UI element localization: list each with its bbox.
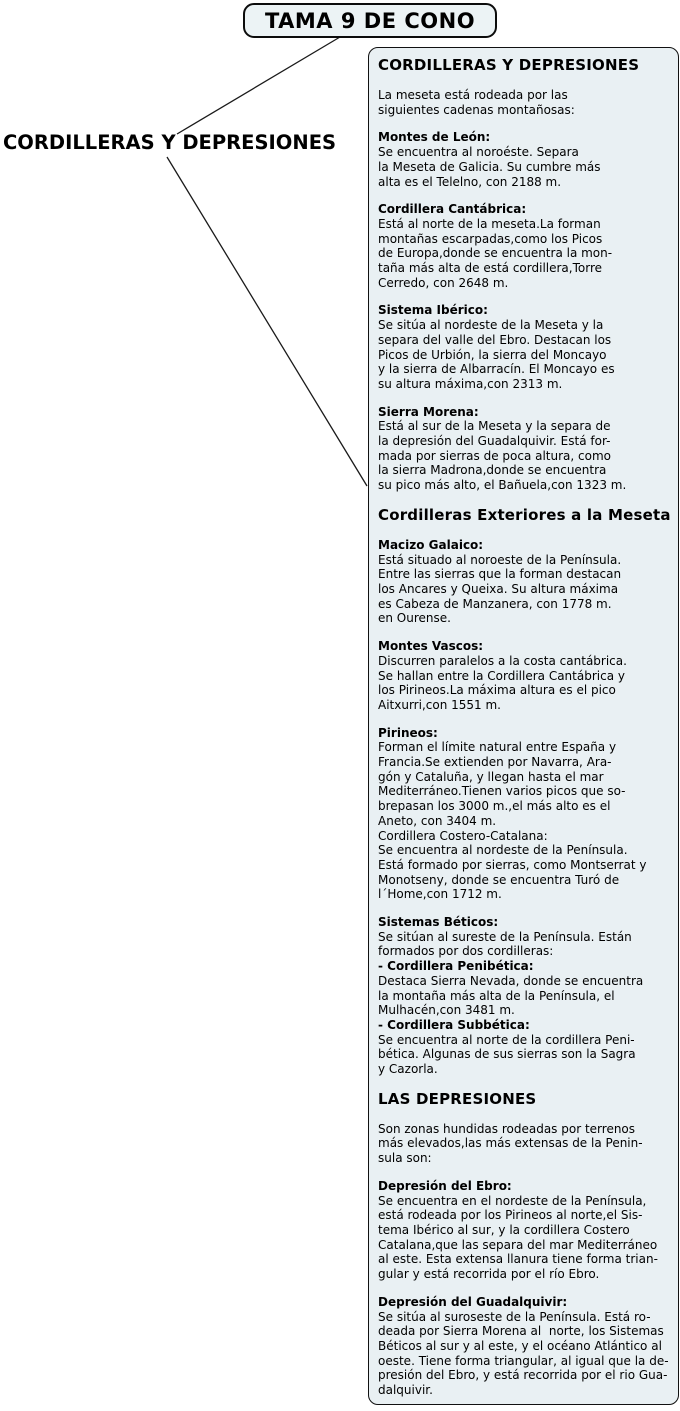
entry-title-line: Depresión del Ebro: [378,1178,512,1193]
detail-box-content [378,56,673,1398]
text-line: la sierra Madrona,donde se encuentra [378,463,607,478]
text-line: deada por Sierra Morena al norte, los Sistemas [378,1324,664,1339]
paragraph [378,88,673,117]
entry-title-line: Sierra Morena: [378,404,479,419]
text-line: Se sitúa al nordeste de la Meseta y la [378,318,604,333]
text-line: bética. Algunas de sus sierras son la Sagra [378,1047,636,1062]
text-line: Son zonas hundidas rodeadas por terrenos [378,1121,636,1136]
text-line: Monotseny, donde se encuentra Turó de [378,872,620,887]
text-line: formados por dos cordilleras: [378,944,554,959]
text-line: Se encuentra al noroéste. Separa [378,145,579,160]
entry-title-line: Depresión del Guadalquivir: [378,1294,568,1309]
text-line: su pico más alto, el Bañuela,con 1323 m. [378,478,627,493]
title-node-label: TAMA 9 DE CONO [264,8,476,33]
text-line: Entre las sierras que la forman destacan [378,567,622,582]
text-line: tema Ibérico al sur, y la cordillera Costero [378,1223,630,1237]
text-line: alta es el Telelno, con 2188 m. [378,174,562,189]
text-line: Está al sur de la Meseta y la separa de [378,419,611,434]
text-line: Está formado por sierras, como Montserrat y [378,857,647,872]
text-line: la Meseta de Galicia. Su cumbre más [378,159,601,174]
paragraph [378,303,673,391]
text-line: Está situado al noroeste de la Península. [378,552,622,567]
text-line: Cerredo, con 2648 m. [378,275,509,290]
paragraph [378,1179,673,1282]
entry-title-line: - Cordillera Penibética: [378,959,534,974]
entry-title-line: CORDILLERAS Y DEPRESIONES [378,56,640,74]
paragraph [378,1295,673,1398]
text-line: oeste. Tiene forma triangular, al igual que la de- [378,1353,669,1368]
text-line: Destaca Sierra Nevada, donde se encuentra [378,973,644,988]
text-line: Se encuentra al nordeste de la Península. [378,843,628,858]
entry-title-line: Sistema Ibérico: [378,303,488,318]
text-line: Se hallan entre la Cordillera Cantábrica y [378,668,625,683]
text-line: más elevados,las más extensas de la Penin- [378,1136,643,1151]
entry-title-line: Montes Vascos: [378,639,484,654]
entry-title-line: LAS DEPRESIONES [378,1089,537,1108]
paragraph [378,1122,673,1166]
text-line: Aitxurri,con 1551 m. [378,697,501,712]
text-line: es Cabeza de Manzanera, con 1778 m. [378,596,612,611]
text-line: y Cazorla. [378,1062,438,1077]
paragraph [378,538,673,626]
detail-box[interactable] [368,47,679,1405]
text-line: separa del valle del Ebro. Destacan los [378,332,612,347]
entry-title-line: Cordillera Cantábrica: [378,202,527,217]
text-line: Se encuentra en el nordeste de la Península, [378,1193,647,1208]
connector-line-2 [167,157,367,486]
text-line: los Pirineos.La máxima altura es el pico [378,683,616,698]
text-line: Se sitúa al suroseste de la Península. Está ro- [378,1309,651,1324]
text-line: su altura máxima,con 2313 m. [378,376,563,391]
text-line: brepasan los 3000 m.,el más alto es el [378,799,611,814]
entry-title-line: Cordilleras Exteriores a la Meseta [378,505,671,524]
text-line: Cordillera Costero-Catalana: [378,828,548,843]
paragraph [378,202,673,290]
concept-node-label: CORDILLERAS Y DEPRESIONES [3,131,337,154]
text-line: Catalana,que las separa del mar Mediterráneo [378,1237,658,1252]
text-line: Aneto, con 3404 m. [378,813,497,828]
text-line: y la sierra de Albarracín. El Moncayo es [378,362,615,377]
paragraph [378,915,673,1077]
text-line: Francia.Se extienden por Navarra, Ara- [378,755,612,770]
text-line: sula son: [378,1151,432,1166]
entry-title-line: Pirineos: [378,725,438,740]
entry-title-line: Macizo Galaico: [378,537,484,552]
paragraph [378,405,673,493]
text-line: dalquivir. [378,1383,433,1398]
text-line: de Europa,donde se encuentra la mon- [378,246,613,261]
text-line: Se sitúan al sureste de la Península. Están [378,929,632,944]
text-line: montañas escarpadas,como los Picos [378,231,603,246]
entry-title-line: - Cordillera Subbética: [378,1017,530,1032]
text-line: Discurren paralelos a la costa cantábrica. [378,653,627,668]
text-line: Picos de Urbión, la sierra del Moncayo [378,347,607,362]
text-line: La meseta está rodeada por las [378,88,568,102]
paragraph [378,639,673,713]
section-heading [378,506,673,525]
text-line: l´Home,con 1712 m. [378,887,502,902]
text-line: Forman el límite natural entre España y [378,740,617,755]
text-line: Está al norte de la meseta.La forman [378,216,601,231]
section-heading [378,1090,673,1109]
text-line: los Ancares y Queixa. Su altura máxima [378,581,619,596]
text-line: siguientes cadenas montañosas: [378,102,575,117]
text-line: la depresión del Guadalquivir. Está for- [378,434,611,449]
paragraph [378,130,673,189]
text-line: Se encuentra al norte de la cordillera Peni- [378,1032,635,1047]
paragraph [378,726,673,902]
text-line: mada por sierras de poca altura, como [378,448,612,463]
text-line: gón y Cataluña, y llegan hasta el mar [378,769,604,784]
entry-title-line: Montes de León: [378,130,491,145]
connector-line-1 [177,37,340,134]
text-line: Mulhacén,con 3481 m. [378,1003,515,1018]
section-heading [378,56,673,75]
concept-node[interactable] [3,131,336,154]
text-line: la montaña más alta de la Península, el [378,988,615,1003]
text-line: Mediterráneo.Tienen varios picos que so- [378,784,626,799]
text-line: en Ourense. [378,611,451,626]
text-line: al este. Esta extensa llanura tiene forma trian- [378,1252,658,1267]
text-line: gular y está recorrida por el río Ebro. [378,1267,600,1282]
text-line: Béticos al sur y al este, y el océano Atlántico al [378,1338,662,1353]
text-line: presión del Ebro, y está recorrida por el rio Gua- [378,1368,668,1383]
text-line: taña más alta de está cordillera,Torre [378,261,602,276]
title-node[interactable] [243,3,497,38]
entry-title-line: Sistemas Béticos: [378,915,499,930]
text-line: está rodeada por los Pirineos al norte,el Sis- [378,1208,643,1223]
